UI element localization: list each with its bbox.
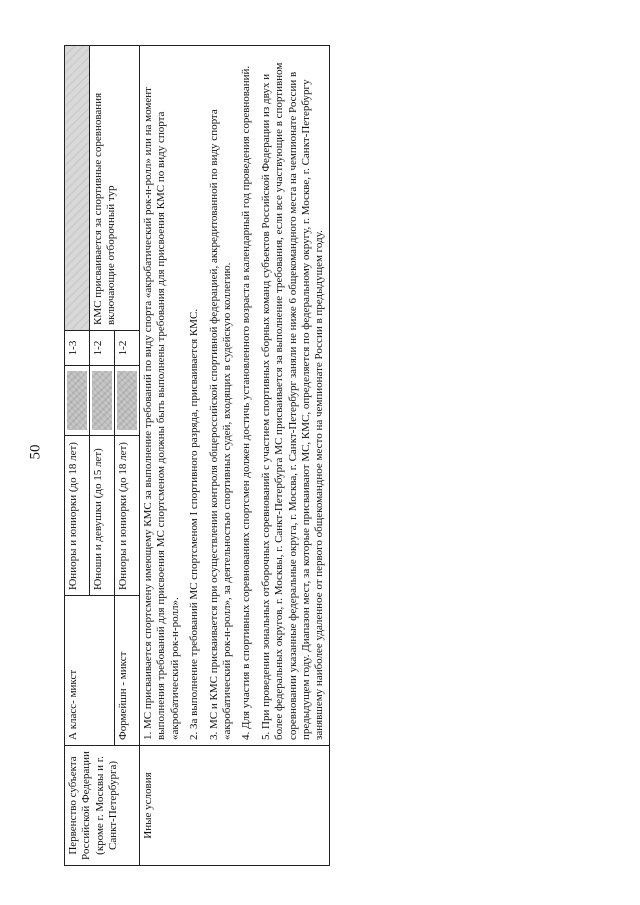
condition-item: 1. МС присваивается спортсмену имеющему КМС за выполнение требований по виду спорта «акробатический рок-н-ролл» или на момент выполнения требований для присвоения МС спортсменом должны быть выполнены требования для присвоения КМС по виду спорта «акробатический рок-н-ролл». [142,87,181,740]
discipline-cell: Формейшн - микст [115,596,140,746]
qualification-table [64,45,330,866]
age-group-cell: Юниоры и юниорки (до 18 лет) [115,436,140,596]
table-row [65,46,90,866]
page-number: 50 [27,444,44,460]
place-cell: 1-2 [90,331,115,366]
conditions-label: Иные условия [140,746,330,866]
title-shaded-cell [65,46,90,331]
condition-item: 4. Для участия в спортивных соревнованиях спортсмен должен достичь установленного возраста в календарный год проведения соревнований. [240,65,253,740]
shaded-cell [115,366,140,436]
conditions-cell [140,46,330,746]
condition-item: 5. При проведении зональных отборочных соревнований с участием спортивных сборных команд субъектов Российской Федерации из двух и более федеральных округов, г. Москвы, г. Санкт-Петербурга МС присваивается за выполнение требования, если все участвующие в спортивном соревновании указанные федеральные округа, г. Москва, г. Санкт-Петербург заняли не ниже 6 общекомандного места на чемпионате России в предыдущем году. Диапазон мест, за которые присваивают МС, КМС, определяется по федеральному округу, г. Москве, г. Санкт-Петербургу занявшему наиболее удаленное от первого общекомандное место на чемпионате России в предыдущем году. [259,62,326,740]
shaded-cell [65,366,90,436]
title-note-cell: КМС присваивается за спортивные соревнования включающие отборочный тур [90,46,140,331]
place-cell: 1-3 [65,331,90,366]
condition-item: 2. За выполнение требований МС спортсменом I спортивного разряда, присваивается КМС. [188,308,201,740]
age-group-cell: Юниоры и юниорки (до 18 лет) [65,436,90,596]
rotated-page-content [64,46,386,866]
place-cell: 1-2 [115,331,140,366]
shaded-cell [90,366,115,436]
age-group-cell: Юноши и девушки (до 15 лет) [90,436,115,596]
conditions-row [140,46,330,866]
discipline-cell: А класс- микст [65,596,115,746]
subject-cell: Первенство субъекта Российской Федерации (кроме г. Москвы и г. Санкт-Петербурга) [65,746,140,866]
condition-item: 3. МС и КМС присваивается при осуществлении контроля общероссийской спортивной федерацией, аккредитованной по виду спорта «акробатический рок-н-ролл», за деятельностью спортивных судей, входящих в судейскую коллегию. [207,109,234,740]
